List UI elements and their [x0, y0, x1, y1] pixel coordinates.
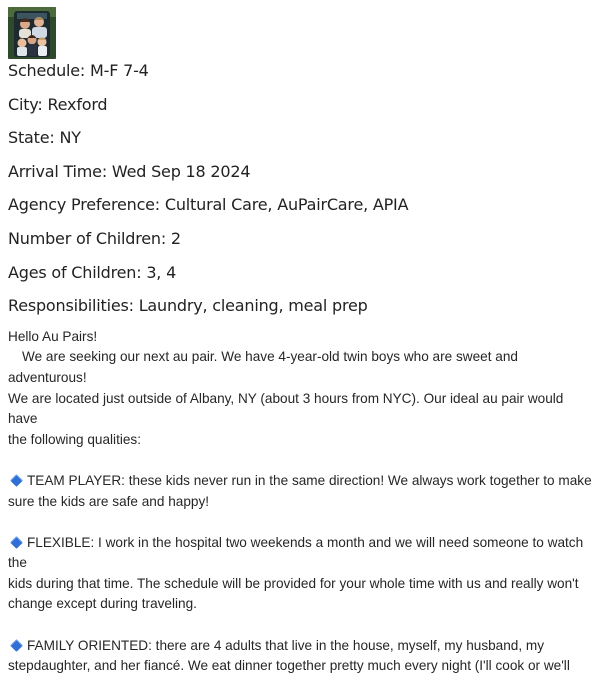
field-label: City: — [8, 94, 43, 114]
field-value: NY — [59, 128, 81, 148]
field-value: Rexford — [47, 94, 108, 114]
field-label: Arrival Time: — [8, 161, 108, 181]
blue-diamond-icon — [10, 474, 23, 487]
field-label: Number of Children: — [8, 228, 167, 248]
field-agency-preference — [8, 195, 600, 215]
intro-paragraph: We are seeking our next au pair. We have 4-year-old twin boys who are sweet and adventurous! — [8, 349, 518, 385]
quality-line: sure the kids are safe and happy! — [8, 493, 210, 509]
field-value: 3, 4 — [146, 262, 177, 282]
quality-family-oriented: FAMILY ORIENTED: there are 4 adults that live in the house, myself, my husband, my — [8, 636, 594, 657]
field-value: Cultural Care, AuPairCare, APIA — [164, 195, 409, 215]
field-value: Laundry, cleaning, meal prep — [138, 296, 368, 316]
field-label: State: — [8, 128, 55, 148]
field-ages-of-children — [8, 263, 600, 283]
field-label: Schedule: — [8, 61, 86, 80]
field-responsibilities — [8, 296, 600, 316]
blue-diamond-icon — [10, 536, 23, 549]
family-photo[interactable] — [8, 7, 56, 59]
field-label: Responsibilities: — [8, 296, 134, 316]
greeting: Hello Au Pairs! — [8, 328, 98, 344]
quality-line: kids during that time. The schedule will be provided for your whole time with us and really won't — [8, 575, 579, 591]
family-description — [8, 327, 600, 677]
field-number-of-children — [8, 229, 600, 249]
field-state — [8, 128, 600, 148]
intro-line: We are located just outside of Albany, NY (about 3 hours from NYC). Our ideal au pair would have — [8, 390, 564, 427]
field-label: Agency Preference: — [8, 195, 160, 215]
field-arrival-time — [8, 162, 600, 182]
quality-line: stepdaughter, and her fiancé. We eat dinner together pretty much every night (I'll cook or we'll — [8, 658, 570, 674]
quality-line: change except during traveling. — [8, 596, 197, 612]
quality-team-player: TEAM PLAYER: these kids never run in the same direction! We always work together to make — [8, 471, 594, 492]
field-city — [8, 95, 600, 115]
field-value: 2 — [170, 228, 181, 248]
field-label: Ages of Children: — [8, 262, 142, 282]
blue-diamond-icon — [10, 639, 23, 652]
quality-flexible: FLEXIBLE: I work in the hospital two weekends a month and we will need someone to watch the — [8, 534, 584, 571]
intro-line: the following qualities: — [8, 431, 141, 447]
profile-fields — [8, 61, 600, 316]
field-value: M-F 7-4 — [90, 61, 149, 80]
field-schedule — [8, 61, 600, 81]
field-value: Wed Sep 18 2024 — [111, 161, 251, 181]
